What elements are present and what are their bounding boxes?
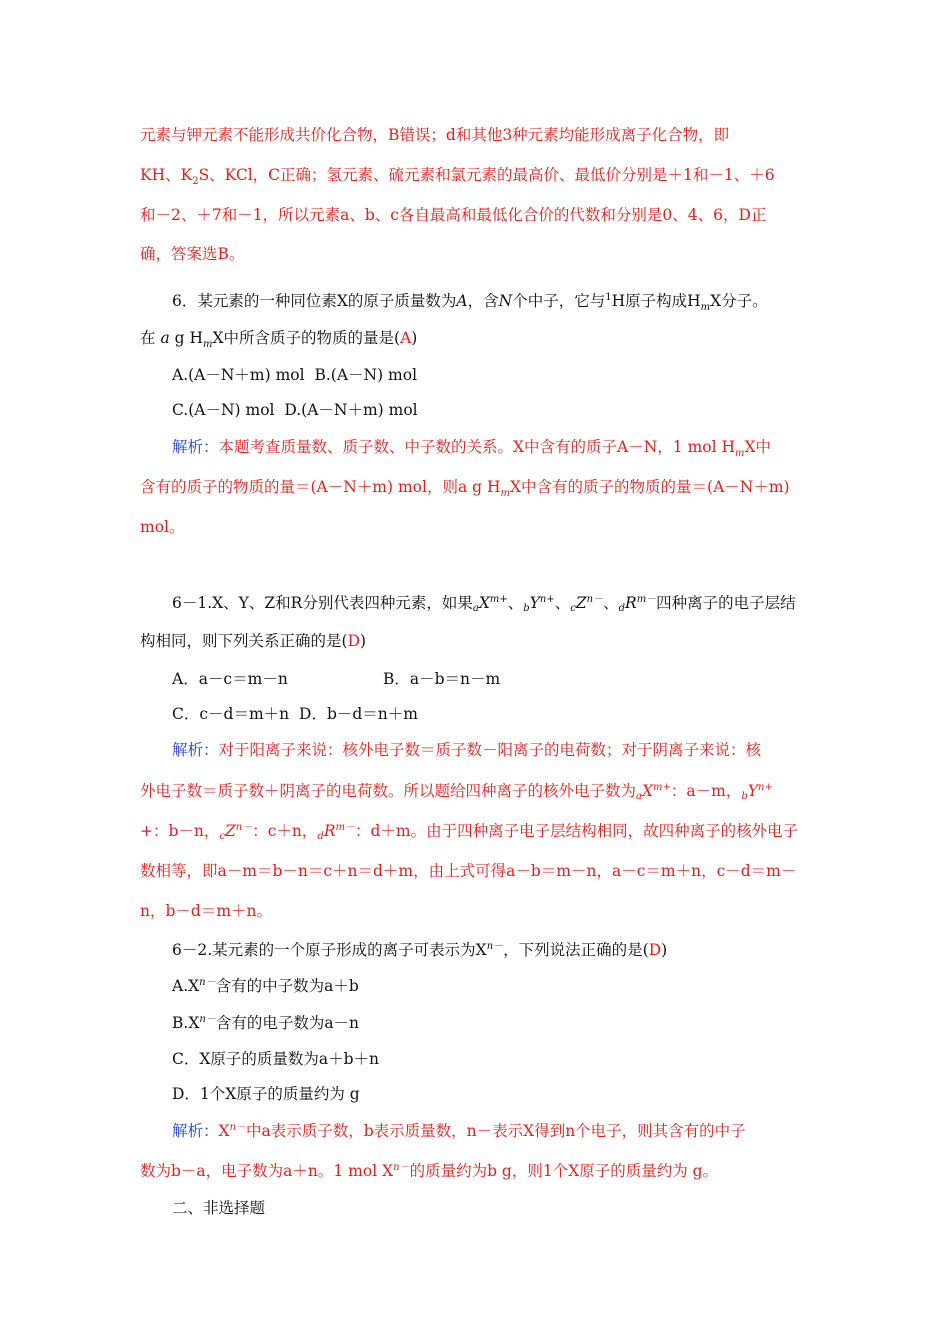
option-b: B.(A－N) mol (314, 366, 418, 384)
option-d: D．b－d＝n＋m (299, 705, 418, 723)
subscript: c (219, 831, 226, 842)
subscript: a (636, 791, 642, 802)
q6-2-stem (172, 939, 667, 961)
q6-2-option-a (172, 975, 359, 997)
q5-explanation-line-4 (140, 243, 244, 265)
q6-options-row-1 (172, 364, 417, 386)
text: 含有的中子数为a＋b (215, 977, 359, 995)
option-c: C．c－d＝m＋n (172, 705, 290, 723)
text: 对于阳离子来说：核外电子数＝质子数－阳离子的电荷数；对于阴离子来说：核 (218, 741, 762, 759)
superscript: n－ (199, 1013, 216, 1025)
superscript: n+ (758, 781, 773, 793)
q5-explanation-line-2 (140, 164, 775, 186)
section-heading (172, 1197, 265, 1219)
ion-symbol: Y (529, 594, 540, 612)
superscript: 1 (605, 291, 612, 303)
q6-1-explanation-line-1 (172, 739, 761, 761)
text: B.X (172, 1014, 200, 1032)
text: ：a－m， (670, 782, 742, 800)
answer: A (400, 329, 412, 347)
q6-1-explanation-line-5 (140, 900, 272, 922)
subscript: m (203, 339, 213, 351)
subscript: m (500, 488, 510, 500)
q6-2-option-b (172, 1012, 359, 1034)
text: D．1个X原子的质量约为 g (172, 1085, 360, 1103)
text: 、 (603, 594, 619, 612)
ion-symbol: R (625, 594, 637, 612)
text: X分子。 (710, 292, 768, 310)
q6-explanation-line-2 (140, 476, 790, 498)
superscript: n－ (393, 1161, 410, 1173)
text: 、 (554, 594, 571, 612)
q6-2-explanation-line-1 (172, 1120, 746, 1142)
text: S、KCl，C正确；氢元素、硫元素和氯元素的最高价、最低价分别是＋1和－1、＋6 (198, 166, 775, 184)
text: H原子构成H (611, 292, 701, 310)
answer: D (648, 941, 662, 959)
superscript: m－ (636, 593, 657, 605)
superscript: n－ (235, 821, 253, 833)
superscript: m+ (489, 593, 508, 605)
subscript: b (523, 603, 530, 614)
text: 中a表示质子数，b表示质量数，n－表示X得到n个电子，则其含有的中子 (246, 1122, 746, 1140)
answer: D (347, 632, 360, 650)
explanation-label: 解析： (172, 741, 219, 759)
text: 个中子，它与 (512, 292, 606, 310)
subscript: m (700, 302, 711, 314)
q6-2-option-d (172, 1083, 360, 1105)
subscript: m (735, 448, 745, 460)
option-a: A．a－c＝m－n (172, 670, 288, 688)
subscript: b (741, 791, 748, 802)
superscript: m+ (653, 781, 671, 793)
text: ，下列说法正确的是( (503, 941, 649, 959)
var-N: N (498, 292, 513, 310)
text: 6－2.某元素的一个原子形成的离子可表示为X (172, 941, 487, 959)
text: C．X原子的质量数为a＋b＋n (172, 1050, 380, 1068)
superscript: n－ (486, 940, 504, 952)
text: X中所含质子的物质的量是( (212, 329, 401, 347)
q6-2-explanation-line-2 (140, 1160, 718, 1182)
text: X中含有的质子的物质的量＝(A－N＋m) (509, 478, 790, 496)
text: 构相同，则下列关系正确的是( (140, 632, 348, 650)
ion-symbol: Z (575, 594, 587, 612)
text: KH、K (140, 166, 193, 184)
ion-symbol: X (478, 594, 490, 612)
subscript: d (317, 831, 324, 842)
superscript: n－ (199, 976, 216, 988)
q6-stem-line-2 (140, 327, 417, 349)
text: ：d＋m。由于四种离子电子层结构相同，故四种离子的核外电子 (354, 822, 799, 840)
subscript: a (472, 603, 479, 614)
text: 含有的质子的物质的量＝(A－N＋m) mol，则a g H (140, 478, 501, 496)
superscript: n+ (539, 593, 555, 605)
q6-1-options-row-2 (172, 703, 418, 725)
text: + (140, 822, 153, 840)
ion-symbol: X (641, 782, 654, 800)
text: 数相等，即a－m＝b－n＝c＋n＝d＋m，由上式可得a－b＝m－n，a－c＝m＋n，c－d＝m－ (140, 862, 797, 880)
ion-symbol: Y (747, 782, 758, 800)
text: 的质量约为b g，则1个X原子的质量约为 g。 (409, 1162, 719, 1180)
q6-1-explanation-line-4 (140, 860, 796, 882)
text: n，b－d＝m＋n。 (140, 902, 273, 920)
q6-1-explanation-line-3 (140, 820, 798, 848)
text: ：b－n， (153, 822, 220, 840)
text: 、 (507, 594, 524, 612)
text: mol。 (140, 518, 185, 536)
q6-explanation-line-3 (140, 516, 185, 538)
q6-1-stem-line-1 (172, 592, 796, 620)
superscript: n－ (229, 1121, 247, 1133)
text: ，含 (467, 292, 499, 310)
q5-explanation-line-3 (140, 204, 766, 226)
q6-1-option-b (383, 668, 500, 690)
text: 本题考查质量数、质子数、中子数的关系。X中含有的质子A－N，1 mol H (218, 438, 736, 456)
text: 6．某元素的一种同位素X的原子质量数为 (172, 292, 457, 310)
text: X (218, 1122, 230, 1140)
text: 外电子数＝质子数＋阴离子的电荷数。所以题给四种离子的核外电子数为 (140, 782, 637, 800)
ion-symbol: Z (225, 822, 236, 840)
text: ) (411, 329, 418, 347)
q6-1-stem-line-2 (140, 630, 366, 652)
text: 确，答案选B。 (140, 245, 245, 263)
text: 在 (140, 329, 156, 347)
text: 数为b－a，电子数为a＋n。1 mol X (140, 1162, 394, 1180)
superscript: n－ (586, 593, 604, 605)
option-d: D.(A－N＋m) mol (284, 401, 418, 419)
text: 和－2、＋7和－1，所以元素a、b、c各自最高和最低化合价的代数和分别是0、4、6，D正 (140, 206, 767, 224)
text: ：c＋n， (252, 822, 318, 840)
text: 四种离子的电子层结 (656, 594, 796, 612)
q5-explanation-line-1 (140, 124, 729, 146)
text: 6－1.X、Y、Z和R分别代表四种元素，如果 (172, 594, 473, 612)
text: ) (360, 632, 367, 650)
text: A.X (172, 977, 200, 995)
text: ) (661, 941, 668, 959)
option-b: B．a－b＝n－m (383, 670, 501, 688)
var-a: a (160, 329, 170, 347)
q6-1-explanation-line-2 (140, 780, 773, 808)
ion-symbol: R (323, 822, 336, 840)
option-a: A.(A－N＋m) mol (172, 366, 305, 384)
q6-options-row-2 (172, 399, 418, 421)
explanation-label: 解析： (172, 438, 219, 456)
subscript: c (570, 603, 576, 614)
text: 含有的电子数为a－n (215, 1014, 360, 1032)
q6-2-option-c (172, 1048, 379, 1070)
subscript: d (618, 603, 626, 614)
text: 元素与钾元素不能形成共价化合物，B错误；d和其他3种元素均能形成离子化合物，即 (140, 126, 730, 144)
text: 二、非选择题 (172, 1199, 266, 1217)
q6-explanation-line-1 (172, 436, 771, 458)
option-c: C.(A－N) mol (172, 401, 275, 419)
superscript: m－ (335, 821, 355, 833)
q6-1-option-a (172, 668, 288, 690)
text: g H (174, 329, 204, 347)
var-A: A (456, 292, 468, 310)
explanation-label: 解析： (172, 1122, 219, 1140)
q6-stem-line-1 (172, 290, 768, 312)
subscript: 2 (192, 176, 199, 188)
text: X中 (744, 438, 772, 456)
